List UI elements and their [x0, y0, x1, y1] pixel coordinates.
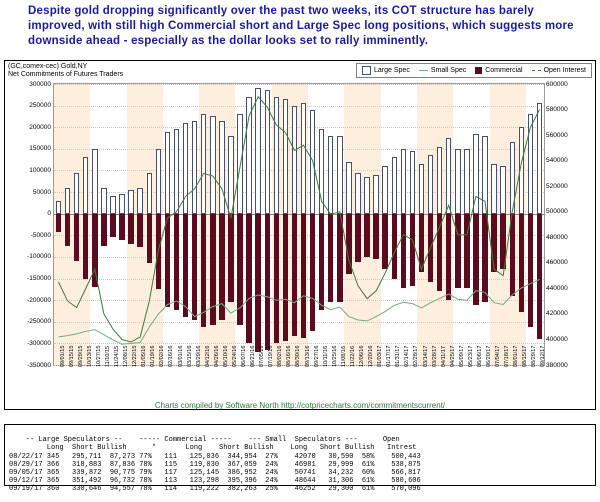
chart-symbol-label: (GC,comex-cec) Gold,NY: [8, 63, 88, 70]
x-axis-tick-label: 10/25/16: [331, 345, 338, 367]
x-axis-tick-label: 01/17/17: [386, 345, 393, 367]
y-axis-tick-label: -350000: [27, 361, 51, 369]
legend-label: Small Spec: [430, 67, 467, 74]
y-axis-tick-label: -150000: [27, 275, 51, 283]
headline-commentary: Despite gold dropping significantly over the past two weeks, its COT structure has barely improved, with still high Commercial short and Large Spec long positions, which suggests more downside ahead - especially as the dollar looks set to rally imminently.: [28, 5, 574, 47]
x-axis-tick-label: 01/05/16: [141, 345, 148, 367]
x-axis-tick-label: 10/27/15: [95, 345, 102, 367]
x-axis-tick-label: 03/01/16: [177, 345, 184, 367]
x-axis-tick-label: 06/07/16: [241, 345, 248, 367]
y-axis-tick-label: 250000: [29, 102, 51, 110]
chart-container: [4, 60, 596, 410]
cot-data-table: [4, 424, 596, 494]
x-axis-tick-label: 02/02/16: [159, 345, 166, 367]
x-axis-tick-label: 11/22/16: [349, 345, 356, 367]
x-axis-tick-label: 09/01/15: [59, 345, 66, 367]
y-axis-tick-label: -50000: [30, 231, 51, 239]
x-axis-tick-label: 11/10/15: [104, 345, 111, 367]
x-axis-tick-label: 02/16/16: [168, 345, 175, 367]
legend-item-commercial: [475, 67, 522, 74]
y2-axis-tick-label: 560000: [546, 131, 568, 139]
x-axis-tick-label: 10/13/15: [86, 345, 93, 367]
x-axis-tick-label: 09/12/17: [540, 345, 547, 367]
x-axis-tick-label: 09/29/15: [77, 345, 84, 367]
y-axis-tick-label: -250000: [27, 318, 51, 326]
line-series: [54, 84, 547, 367]
y-axis-tick-label: 200000: [29, 123, 51, 131]
x-axis-tick-label: 07/18/17: [504, 345, 511, 367]
x-axis-tick-label: 07/04/17: [495, 345, 502, 367]
legend-swatch-icon: [475, 67, 482, 74]
x-axis-tick-label: 08/02/16: [277, 345, 284, 367]
y-axis-tick-label: 150000: [29, 145, 51, 153]
x-axis-tick-label: 10/11/16: [322, 345, 329, 367]
x-axis-tick-label: 08/16/16: [286, 345, 293, 367]
legend-label: Open Interest: [543, 67, 586, 74]
legend-label: Commercial: [485, 67, 523, 74]
x-axis-tick-label: 05/24/16: [231, 345, 238, 367]
y2-axis-tick-label: 480000: [546, 233, 568, 241]
x-axis-tick-label: 07/19/16: [268, 345, 275, 367]
y2-axis-tick-label: 440000: [546, 284, 568, 292]
x-axis-tick-label: 03/14/17: [422, 345, 429, 367]
x-axis-tick-label: 12/20/16: [368, 345, 375, 367]
table-row: 08/22/17 345 295,711 87,273 77% 111 125,036 344,954 27% 42070 30,590 58% 500,443: [9, 452, 421, 461]
x-axis-tick-label: 02/14/17: [404, 345, 411, 367]
x-axis-tick-label: 06/06/17: [476, 345, 483, 367]
x-axis-tick-label: 04/26/16: [213, 345, 220, 367]
x-axis-tick-label: 08/15/17: [522, 345, 529, 367]
y-axis-tick-label: 0: [47, 210, 51, 218]
y2-axis-tick-label: 600000: [546, 80, 568, 88]
x-axis-tick-label: 12/08/15: [123, 345, 130, 367]
x-axis-tick-label: 12/22/15: [132, 345, 139, 367]
credit-line: Charts compiled by Software North http://cotpricecharts.com/commitmentscurrent/: [154, 401, 446, 410]
y-axis-tick-label: 300000: [29, 80, 51, 88]
x-axis-tick-label: 05/09/17: [458, 345, 465, 367]
x-axis-tick-label: 09/13/16: [304, 345, 311, 367]
x-axis-tick-label: 01/03/17: [377, 345, 384, 367]
x-axis-tick-label: 02/28/17: [413, 345, 420, 367]
y2-axis-tick-label: 540000: [546, 157, 568, 165]
x-axis-tick-label: 03/28/17: [431, 345, 438, 367]
y2-axis-tick-label: 460000: [546, 259, 568, 267]
y2-axis-tick-label: 400000: [546, 335, 568, 343]
legend-swatch-icon: [532, 70, 541, 71]
table-header-row-1: -- Large Speculators -- ----- Commercial ----- --- Small Speculators --- Open: [9, 436, 400, 445]
x-axis-tick-label: 06/21/16: [250, 345, 257, 367]
line-small-spec: [59, 279, 540, 344]
x-axis-tick-label: 08/29/17: [531, 345, 538, 367]
x-axis-tick-label: 07/05/16: [259, 345, 266, 367]
table-header-row-2: Long Short Bullish * Long Short Bullish Long Short Bullish Intrest: [9, 444, 417, 453]
x-axis-tick-label: 08/30/16: [295, 345, 302, 367]
table-row: 09/05/17 365 339,872 90,775 79% 117 125,145 386,952 24% 50741 34,232 60% 566,817: [9, 469, 421, 478]
table-row: 09/19/17 360 330,646 94,557 78% 114 119,222 382,263 25% 46252 29,300 61% 570,096: [9, 485, 421, 494]
y-axis-left: [5, 80, 51, 369]
x-axis-tick-label: 04/12/16: [204, 345, 211, 367]
legend-swatch-icon: [419, 70, 428, 71]
x-axis-tick-label: 01/19/16: [150, 345, 157, 367]
y-axis-right: [546, 80, 592, 369]
legend-item-small-spec: [419, 67, 466, 74]
legend-item-open-interest: [532, 67, 586, 74]
line-open-interest: [59, 97, 540, 342]
x-axis-tick-label: 04/25/17: [449, 345, 456, 367]
x-axis-tick-label: 11/24/15: [113, 345, 120, 367]
plot-area: [53, 83, 545, 366]
table-row: 08/29/17 366 318,883 87,836 78% 115 119,030 367,059 24% 46981 29,999 61% 538,875: [9, 460, 421, 469]
x-axis-tick-label: 04/11/17: [440, 345, 447, 367]
y-axis-tick-label: -200000: [27, 296, 51, 304]
x-axis-tick-label: 12/06/16: [358, 345, 365, 367]
legend-swatch-icon: [362, 66, 371, 75]
chart-subtitle: Net Commitments of Futures Traders: [8, 71, 124, 78]
y-axis-tick-label: 50000: [32, 188, 51, 196]
x-axis-tick-label: 06/20/17: [486, 345, 493, 367]
x-axis-tick-label: 03/29/16: [195, 345, 202, 367]
y-axis-tick-label: -100000: [27, 253, 51, 261]
y-axis-tick-label: -300000: [27, 339, 51, 347]
y2-axis-tick-label: 380000: [546, 361, 568, 369]
y2-axis-tick-label: 500000: [546, 208, 568, 216]
x-axis-tick-label: 09/15/15: [68, 345, 75, 367]
y2-axis-tick-label: 420000: [546, 310, 568, 318]
table-row: 09/12/17 365 351,492 96,732 78% 113 123,298 395,396 24% 48644 31,306 61% 580,606: [9, 477, 421, 486]
x-axis-tick-label: 08/01/17: [513, 345, 520, 367]
x-axis-tick-label: 05/10/16: [222, 345, 229, 367]
x-axis-tick-label: 05/23/17: [467, 345, 474, 367]
y2-axis-tick-label: 580000: [546, 106, 568, 114]
legend-item-large-spec: [362, 66, 410, 75]
chart-legend: [356, 63, 592, 78]
x-axis-tick-label: 03/15/16: [186, 345, 193, 367]
x-axis-tick-label: 01/31/17: [395, 345, 402, 367]
x-axis-tick-label: 09/27/16: [313, 345, 320, 367]
y2-axis-tick-label: 520000: [546, 182, 568, 190]
x-axis-tick-label: 11/08/16: [340, 345, 347, 367]
legend-label: Large Spec: [374, 67, 410, 74]
y-axis-tick-label: 100000: [29, 166, 51, 174]
